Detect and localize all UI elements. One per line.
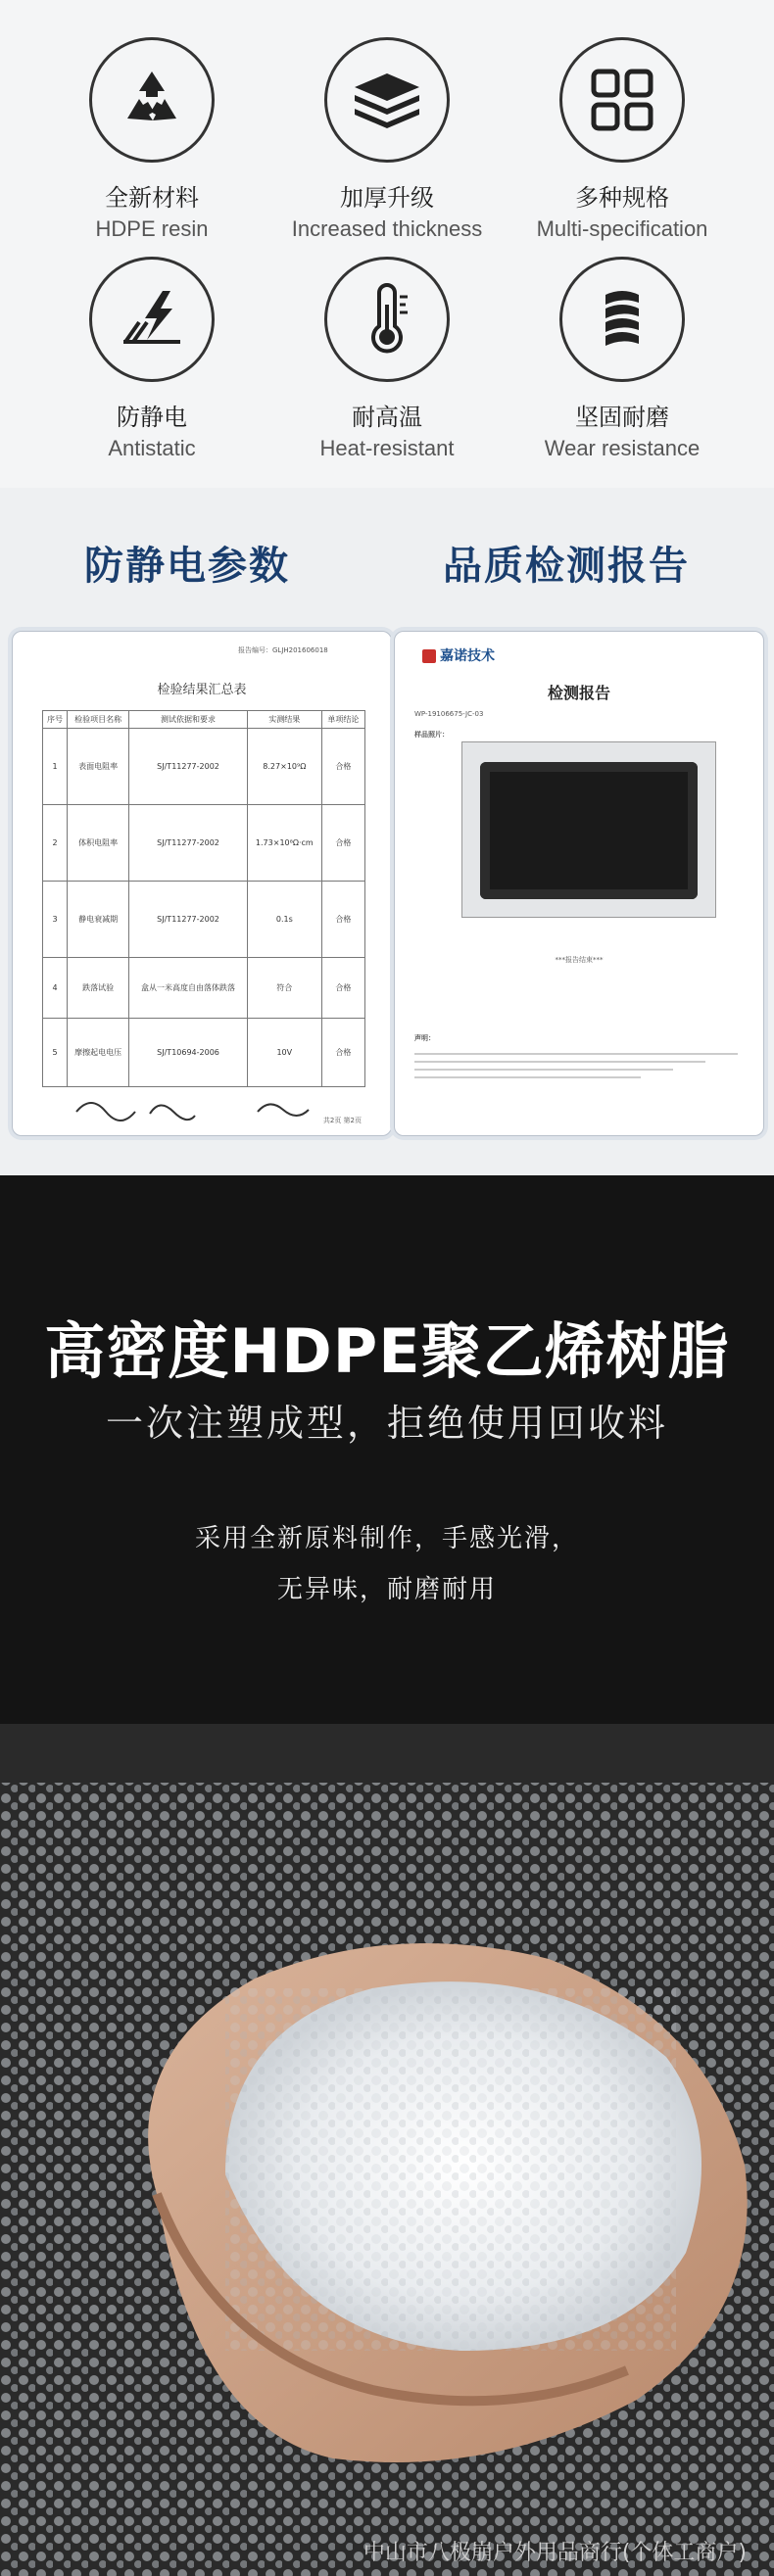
hdpe-title: 高密度HDPE聚乙烯树脂 bbox=[44, 1315, 730, 1387]
table-row: 2 体积电阻率 SJ/T11277-2002 1.73×10⁸Ω·cm 合格 bbox=[43, 805, 365, 882]
quality-report-document bbox=[394, 631, 764, 1136]
feature-multi-spec bbox=[505, 37, 740, 242]
feature-label-en: Antistatic bbox=[108, 436, 196, 460]
feature-thickness bbox=[269, 37, 505, 242]
brand-logo-icon bbox=[422, 649, 436, 663]
doc-heading: 检测报告 bbox=[547, 684, 610, 702]
statement-label: 声明： bbox=[414, 1034, 435, 1042]
hdpe-description-line2: 无异味，耐磨耐用 bbox=[276, 1575, 497, 1604]
feature-label: 多种规格 bbox=[575, 184, 669, 212]
feature-label: 坚固耐磨 bbox=[575, 404, 669, 431]
table-row: 5 摩擦起电电压 SJ/T10694-2006 10V 合格 bbox=[43, 1019, 365, 1087]
page-footer: 共2页 第2页 bbox=[322, 1117, 362, 1124]
sample-photo bbox=[461, 741, 716, 918]
statement-lines bbox=[414, 1047, 738, 1084]
recycle-icon bbox=[118, 66, 186, 134]
feature-label-en: HDPE resin bbox=[95, 216, 209, 241]
report-number: GLJH201606018 bbox=[272, 646, 328, 654]
table-row: 4 跌落试验 盒从一米高度自由落体跌落 符合 合格 bbox=[43, 958, 365, 1019]
doc-heading: 检验结果汇总表 bbox=[157, 683, 247, 697]
hdpe-description-line1: 采用全新原料制作，手感光滑， bbox=[194, 1524, 579, 1553]
table-row: 1 表面电阻率 SJ/T11277-2002 8.27×10⁹Ω 合格 bbox=[43, 729, 365, 805]
feature-heat-resistant bbox=[269, 257, 505, 461]
feature-label-en: Multi-specification bbox=[536, 216, 708, 241]
feature-wear-resistance bbox=[505, 257, 740, 461]
brand-name: 嘉诺技术 bbox=[440, 648, 495, 664]
feature-antistatic bbox=[34, 257, 269, 461]
report-end-text: ***报告结束*** bbox=[555, 956, 604, 964]
feature-label-en: Increased thickness bbox=[291, 216, 483, 241]
feature-label: 防静电 bbox=[117, 404, 187, 431]
feature-label: 耐高温 bbox=[352, 404, 422, 431]
table-header-row: 序号 检验项目名称 测试依据和要求 实测结果 单项结论 bbox=[43, 711, 365, 729]
signature-image bbox=[72, 1092, 346, 1125]
antistatic-params-title: 防静电参数 bbox=[84, 544, 290, 589]
test-results-table bbox=[42, 710, 365, 1087]
thermometer-icon bbox=[353, 283, 421, 356]
hdpe-section bbox=[0, 1175, 774, 2576]
antistatic-report-document bbox=[12, 631, 392, 1136]
feature-new-material bbox=[34, 37, 269, 242]
feature-label-en: Heat-resistant bbox=[319, 436, 455, 460]
feature-label: 加厚升级 bbox=[340, 184, 434, 212]
report-number: WP-19106675-JC-03 bbox=[414, 710, 484, 718]
hdpe-subtitle: 一次注塑成型，拒绝使用回收料 bbox=[105, 1402, 668, 1445]
grid-squares-icon bbox=[588, 66, 656, 134]
feature-label: 全新材料 bbox=[105, 184, 199, 212]
quality-report-title: 品质检测报告 bbox=[443, 544, 690, 589]
report-number-label: 报告编号： bbox=[238, 646, 272, 654]
layers-icon bbox=[351, 66, 423, 134]
reports-section bbox=[0, 488, 774, 1175]
table-row: 3 静电衰减期 SJ/T11277-2002 0.1s 合格 bbox=[43, 882, 365, 958]
spring-icon bbox=[588, 285, 656, 354]
sample-photo-label: 样品照片： bbox=[414, 731, 449, 739]
feature-label-en: Wear resistance bbox=[544, 436, 701, 460]
features-section bbox=[0, 0, 774, 488]
store-watermark: 中山市八极崩户外用品商行(个体工商户) bbox=[363, 2541, 747, 2565]
antistatic-icon bbox=[116, 285, 188, 354]
black-container-image bbox=[480, 762, 698, 899]
